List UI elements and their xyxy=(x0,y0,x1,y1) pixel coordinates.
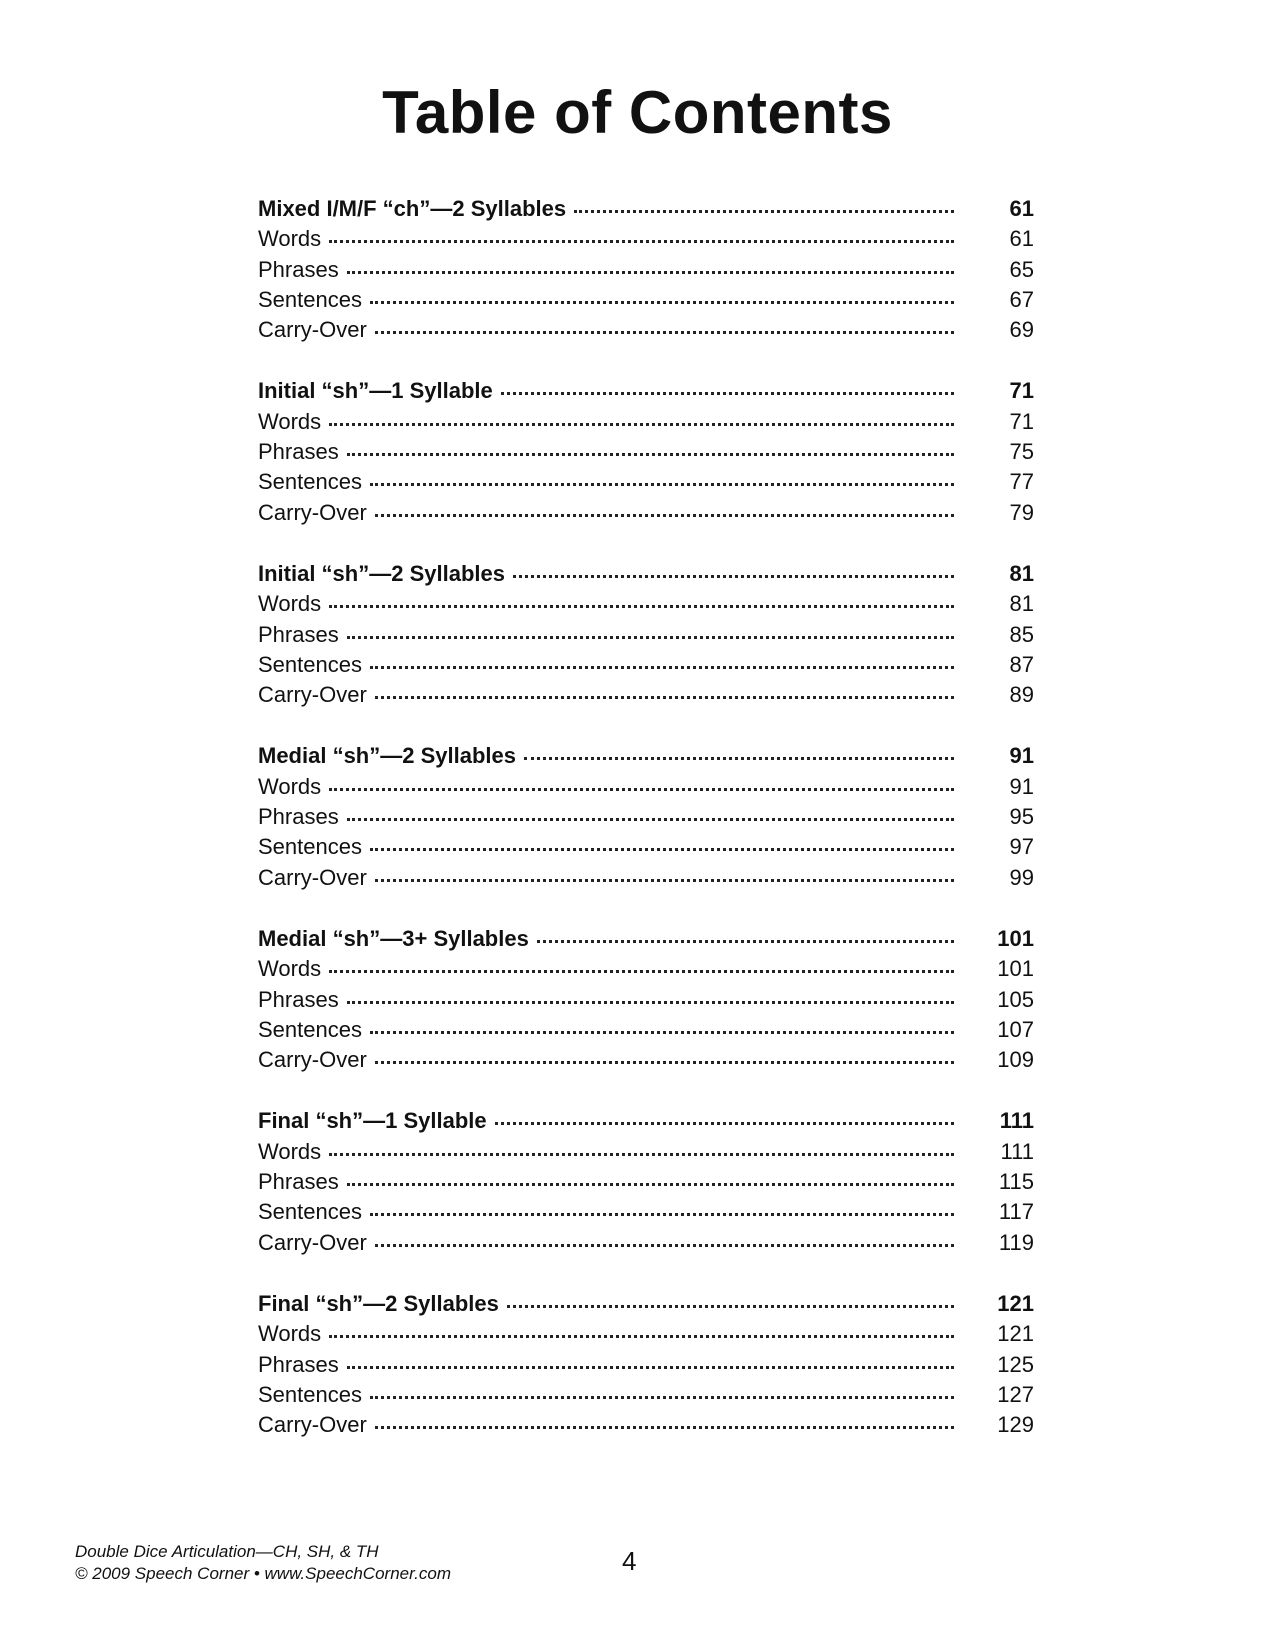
dot-leader xyxy=(347,1366,954,1369)
toc-entry-page-number: 107 xyxy=(997,1016,1034,1042)
toc-entry-page-number: 105 xyxy=(997,986,1034,1012)
toc-section xyxy=(258,378,1034,529)
dot-leader xyxy=(375,1426,954,1429)
dot-leader xyxy=(375,1061,954,1064)
toc-entry-label: Sentences xyxy=(258,1016,362,1042)
toc-entry-page-number: 111 xyxy=(1000,1138,1034,1164)
dot-leader xyxy=(329,1335,954,1338)
dot-leader xyxy=(375,879,954,882)
dot-leader xyxy=(347,1001,954,1004)
dot-leader xyxy=(329,423,954,426)
toc-section xyxy=(258,196,1034,347)
toc-entry-label: Sentences xyxy=(258,651,362,677)
toc-entry-label: Phrases xyxy=(258,1351,339,1377)
dot-leader xyxy=(375,331,954,334)
dot-leader xyxy=(329,240,954,243)
toc-heading-page-number: 111 xyxy=(999,1108,1034,1134)
dot-leader xyxy=(375,696,954,699)
toc-entry-row xyxy=(258,469,1034,499)
toc-entry-label: Words xyxy=(258,1321,322,1347)
toc-entry-page-number: 119 xyxy=(998,1229,1034,1255)
toc-entry-row xyxy=(258,1169,1034,1199)
toc-entry-page-number: 95 xyxy=(1009,804,1034,830)
toc-entry-page-number: 77 xyxy=(1009,469,1034,495)
toc-entry-label: Words xyxy=(258,591,322,617)
toc-entry-label: Carry-Over xyxy=(258,1047,367,1073)
dot-leader xyxy=(329,788,954,791)
toc-entry-page-number: 129 xyxy=(997,1412,1034,1438)
toc-entry-label: Phrases xyxy=(258,439,339,465)
toc-entry-label: Sentences xyxy=(258,834,362,860)
toc-entry-label: Phrases xyxy=(258,256,339,282)
toc-entry-page-number: 67 xyxy=(1009,286,1034,312)
toc-entry-page-number: 99 xyxy=(1009,864,1034,890)
toc-entry-label: Phrases xyxy=(258,804,339,830)
toc-entry-page-number: 69 xyxy=(1009,317,1034,343)
toc-entry-row xyxy=(258,622,1034,652)
dot-leader xyxy=(507,1305,954,1308)
footer-copyright: © 2009 Speech Corner • www.SpeechCorner.com xyxy=(75,1564,451,1583)
dot-leader xyxy=(370,1396,954,1399)
dot-leader xyxy=(370,1213,954,1216)
toc-entry-row xyxy=(258,1017,1034,1047)
toc-entry-row xyxy=(258,682,1034,712)
toc-entry-row xyxy=(258,591,1034,621)
toc-entry-label: Phrases xyxy=(258,621,339,647)
toc-entry-page-number: 61 xyxy=(1009,226,1034,252)
toc-entry-label: Carry-Over xyxy=(258,864,367,890)
toc-section xyxy=(258,1291,1034,1442)
toc-heading-row xyxy=(258,743,1034,773)
table-of-contents xyxy=(258,196,1034,1473)
toc-heading-label: Initial “sh”—2 Syllables xyxy=(258,560,505,586)
toc-entry-label: Phrases xyxy=(258,1169,339,1195)
footer-page-number: 4 xyxy=(622,1546,637,1576)
toc-entry-label: Carry-Over xyxy=(258,1412,367,1438)
toc-heading-row xyxy=(258,926,1034,956)
toc-entry-page-number: 117 xyxy=(998,1199,1034,1225)
toc-heading-label: Mixed I/M/F “ch”—2 Syllables xyxy=(258,196,567,221)
toc-entry-page-number: 87 xyxy=(1009,651,1034,677)
toc-heading-page-number: 71 xyxy=(1009,378,1034,404)
toc-entry-row xyxy=(258,987,1034,1017)
toc-heading-label: Medial “sh”—2 Syllables xyxy=(258,743,516,769)
toc-entry-row xyxy=(258,500,1034,530)
toc-entry-row xyxy=(258,287,1034,317)
toc-entry-row xyxy=(258,439,1034,469)
toc-heading-label: Final “sh”—1 Syllable xyxy=(258,1108,487,1134)
footer-book-title: Double Dice Articulation—CH, SH, & TH xyxy=(75,1542,379,1561)
toc-heading-page-number: 81 xyxy=(1009,560,1034,586)
toc-entry-page-number: 71 xyxy=(1009,408,1034,434)
toc-entry-row xyxy=(258,1199,1034,1229)
toc-entry-label: Carry-Over xyxy=(258,1229,367,1255)
toc-entry-label: Words xyxy=(258,956,322,982)
toc-entry-row xyxy=(258,652,1034,682)
dot-leader xyxy=(370,666,954,669)
dot-leader xyxy=(347,271,954,274)
toc-entry-label: Sentences xyxy=(258,1381,362,1407)
toc-entry-row xyxy=(258,1412,1034,1442)
toc-entry-row xyxy=(258,865,1034,895)
toc-heading-row xyxy=(258,378,1034,408)
toc-entry-label: Carry-Over xyxy=(258,499,367,525)
toc-section xyxy=(258,926,1034,1077)
toc-entry-row xyxy=(258,1352,1034,1382)
toc-entry-label: Sentences xyxy=(258,1199,362,1225)
toc-entry-label: Phrases xyxy=(258,986,339,1012)
toc-heading-row xyxy=(258,1108,1034,1138)
toc-entry-row xyxy=(258,257,1034,287)
dot-leader xyxy=(347,453,954,456)
dot-leader xyxy=(329,605,954,608)
toc-entry-page-number: 101 xyxy=(997,956,1034,982)
dot-leader xyxy=(574,210,954,213)
toc-heading-row xyxy=(258,1291,1034,1321)
toc-heading-row xyxy=(258,561,1034,591)
toc-entry-page-number: 97 xyxy=(1009,834,1034,860)
toc-entry-row xyxy=(258,1321,1034,1351)
dot-leader xyxy=(329,970,954,973)
toc-section xyxy=(258,743,1034,894)
toc-heading-page-number: 91 xyxy=(1009,743,1034,769)
dot-leader xyxy=(524,757,954,760)
page-title: Table of Contents xyxy=(382,79,893,146)
toc-heading-label: Final “sh”—2 Syllables xyxy=(258,1290,499,1316)
toc-heading-label: Medial “sh”—3+ Syllables xyxy=(258,925,529,951)
dot-leader xyxy=(347,636,954,639)
toc-entry-page-number: 121 xyxy=(997,1321,1034,1347)
dot-leader xyxy=(329,1153,954,1156)
toc-heading-page-number: 121 xyxy=(997,1290,1034,1316)
footer-credits xyxy=(75,1541,451,1585)
toc-entry-row xyxy=(258,1382,1034,1412)
toc-entry-label: Sentences xyxy=(258,469,362,495)
toc-entry-page-number: 91 xyxy=(1009,773,1034,799)
dot-leader xyxy=(375,514,954,517)
toc-entry-row xyxy=(258,317,1034,347)
toc-entry-page-number: 85 xyxy=(1009,621,1034,647)
toc-entry-row xyxy=(258,804,1034,834)
toc-entry-row xyxy=(258,226,1034,256)
toc-heading-row xyxy=(258,196,1034,226)
dot-leader xyxy=(537,940,954,943)
toc-entry-page-number: 115 xyxy=(998,1169,1034,1195)
dot-leader xyxy=(501,392,954,395)
dot-leader xyxy=(513,575,954,578)
toc-entry-row xyxy=(258,834,1034,864)
toc-entry-label: Words xyxy=(258,226,322,252)
toc-entry-row xyxy=(258,409,1034,439)
toc-entry-page-number: 79 xyxy=(1009,499,1034,525)
toc-entry-label: Sentences xyxy=(258,286,362,312)
dot-leader xyxy=(370,848,954,851)
dot-leader xyxy=(370,483,954,486)
toc-entry-page-number: 109 xyxy=(997,1047,1034,1073)
dot-leader xyxy=(375,1244,954,1247)
toc-heading-label: Initial “sh”—1 Syllable xyxy=(258,378,493,404)
toc-heading-page-number: 101 xyxy=(997,925,1034,951)
toc-entry-label: Carry-Over xyxy=(258,682,367,708)
dot-leader xyxy=(347,1183,954,1186)
dot-leader xyxy=(495,1122,954,1125)
toc-entry-page-number: 89 xyxy=(1009,682,1034,708)
dot-leader xyxy=(370,301,954,304)
toc-heading-page-number: 61 xyxy=(1009,196,1034,221)
toc-entry-page-number: 127 xyxy=(997,1381,1034,1407)
dot-leader xyxy=(347,818,954,821)
toc-entry-label: Words xyxy=(258,408,322,434)
toc-section xyxy=(258,1108,1034,1259)
toc-entry-label: Words xyxy=(258,773,322,799)
toc-entry-page-number: 75 xyxy=(1009,439,1034,465)
toc-entry-label: Carry-Over xyxy=(258,317,367,343)
toc-entry-page-number: 65 xyxy=(1009,256,1034,282)
toc-section xyxy=(258,561,1034,712)
dot-leader xyxy=(370,1031,954,1034)
toc-entry-row xyxy=(258,1139,1034,1169)
toc-entry-page-number: 125 xyxy=(997,1351,1034,1377)
toc-entry-row xyxy=(258,774,1034,804)
toc-entry-page-number: 81 xyxy=(1009,591,1034,617)
toc-entry-row xyxy=(258,1047,1034,1077)
toc-entry-row xyxy=(258,1230,1034,1260)
toc-entry-row xyxy=(258,956,1034,986)
toc-entry-label: Words xyxy=(258,1138,322,1164)
